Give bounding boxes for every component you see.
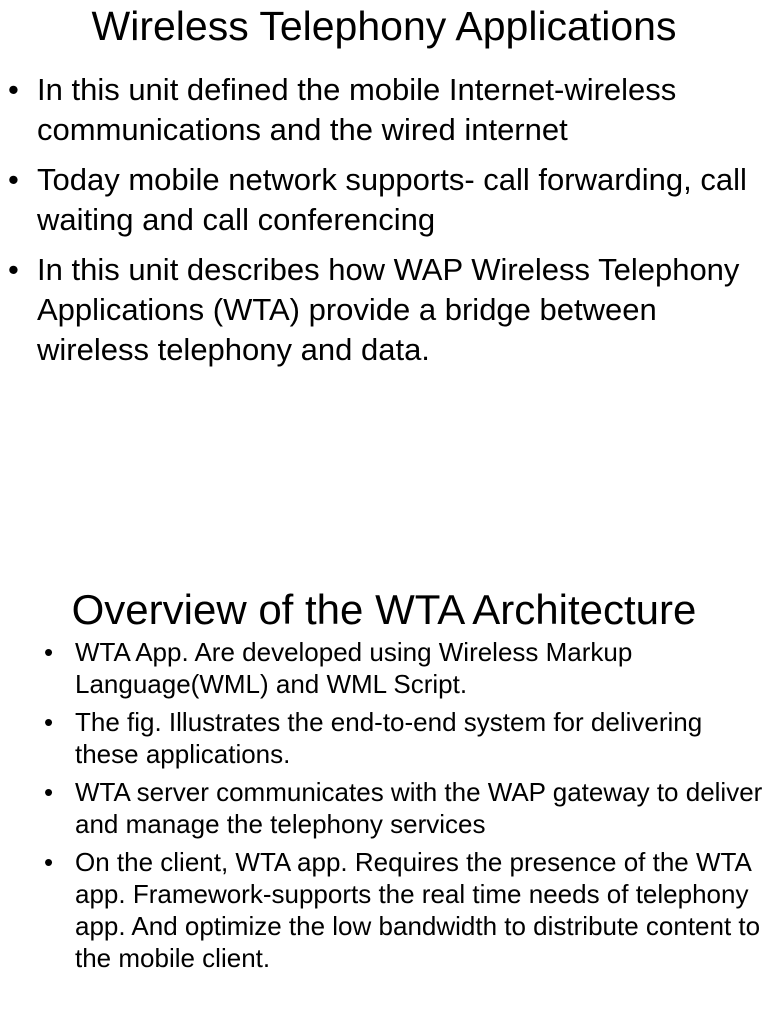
bullet-icon: • [44, 707, 54, 737]
slide-wta-architecture-overview [0, 512, 768, 1024]
bullet-text: On the client, WTA app. Requires the presence of the WTA app. Framework-supports the real time needs of telephony app. And optimize the low bandwidth to distribute content to the mobile client. [75, 847, 761, 973]
bullet-icon: • [8, 72, 19, 107]
bullet-text: The fig. Illustrates the end-to-end system for delivering these applications. [75, 707, 703, 769]
bullet-item [8, 160, 768, 240]
bullet-text: WTA server communicates with the WAP gateway to deliver and manage the telephony services [75, 777, 763, 839]
bullet-item [8, 70, 768, 150]
slide-title: Wireless Telephony Applications [91, 3, 677, 49]
bullet-icon: • [8, 162, 19, 197]
bullet-list [8, 70, 768, 380]
bullet-text: In this unit describes how WAP Wireless Telephony Applications (WTA) provide a bridge between wireless telephony and data. [37, 252, 740, 367]
bullet-text: Today mobile network supports- call forwarding, call waiting and call conferencing [37, 162, 747, 237]
bullet-item [44, 636, 766, 700]
bullet-item [44, 776, 766, 840]
bullet-list [44, 636, 766, 980]
slide-title: Overview of the WTA Architecture [71, 586, 697, 633]
bullet-icon: • [44, 637, 54, 667]
bullet-item [44, 706, 766, 770]
bullet-icon: • [8, 252, 19, 287]
bullet-item [44, 846, 766, 974]
bullet-icon: • [44, 847, 54, 877]
bullet-icon: • [44, 777, 54, 807]
bullet-item [8, 250, 768, 370]
bullet-text: WTA App. Are developed using Wireless Markup Language(WML) and WML Script. [75, 637, 633, 699]
bullet-text: In this unit defined the mobile Internet-wireless communications and the wired internet [37, 72, 677, 147]
